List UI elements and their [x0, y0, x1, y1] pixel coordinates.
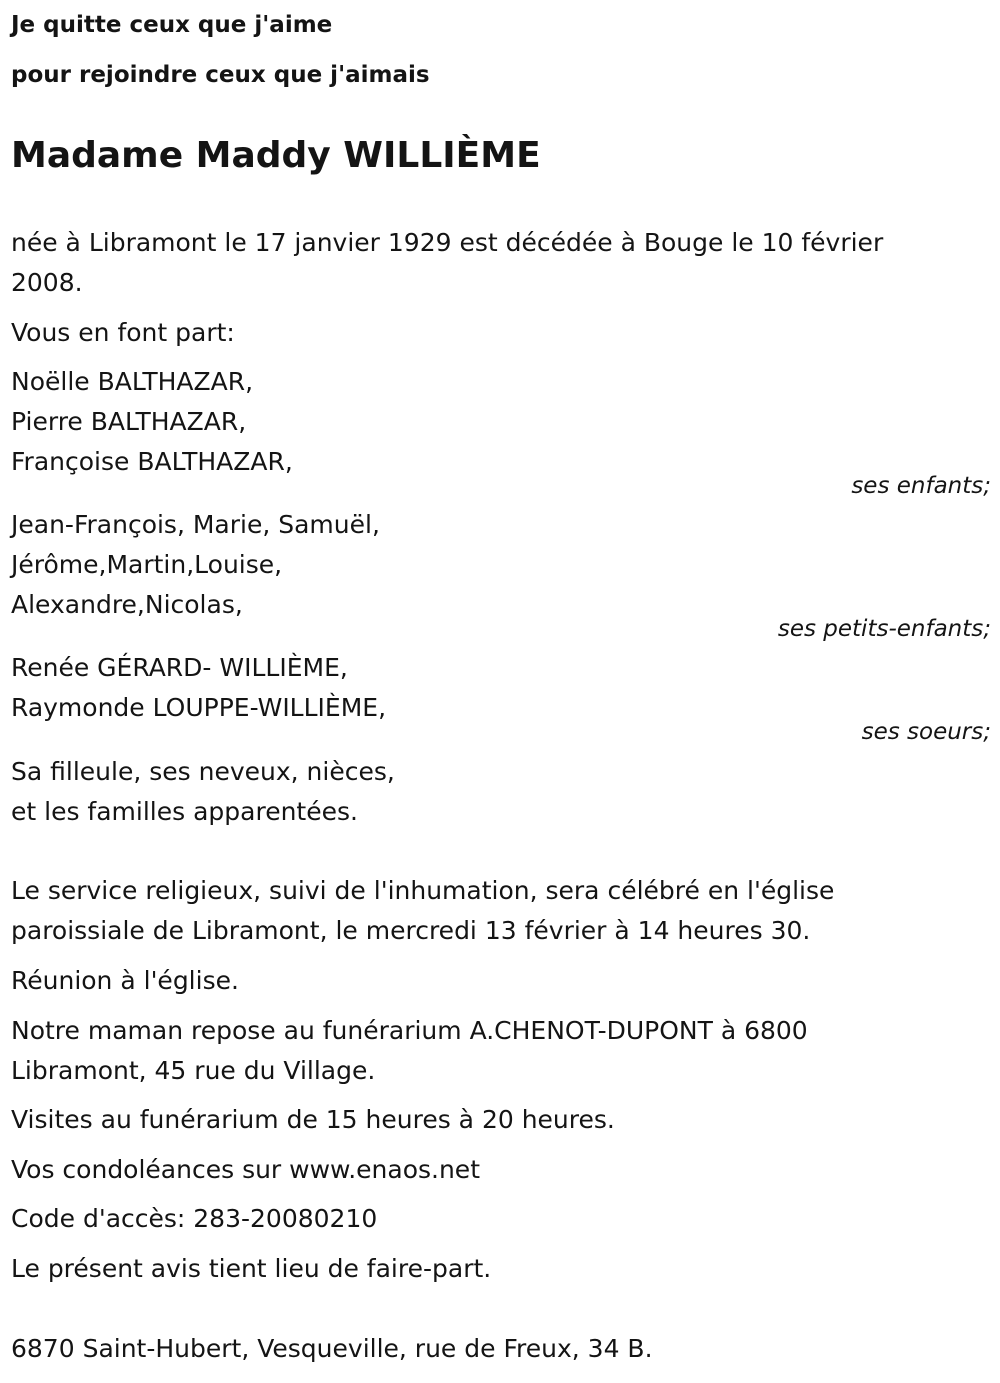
notice-text: Le présent avis tient lieu de faire-part.: [11, 1254, 492, 1283]
announce-text: Vous en font part:: [11, 318, 235, 347]
condolences-text: Vos condoléances sur www.enaos.net: [11, 1155, 480, 1184]
sister-name: Renée GÉRARD- WILLIÈME,: [11, 653, 348, 682]
epigraph-line-2: pour rejoindre ceux que j'aimais: [11, 62, 430, 88]
child-name: Pierre BALTHAZAR,: [11, 407, 247, 436]
deceased-name: Madame Maddy WILLIÈME: [11, 135, 541, 176]
funeral-home-line-1: Notre maman repose au funérarium A.CHENOT-DUPONT à 6800: [11, 1016, 808, 1045]
family-line-1: Sa filleule, ses neveux, nièces,: [11, 757, 395, 786]
children-role: ses enfants;: [851, 473, 991, 499]
birth-death-line-1: née à Libramont le 17 janvier 1929 est décédée à Bouge le 10 février: [11, 228, 884, 257]
birth-death-line-2: 2008.: [11, 268, 83, 297]
grandchildren-role: ses petits-enfants;: [777, 616, 991, 642]
funeral-home-line-2: Libramont, 45 rue du Village.: [11, 1056, 376, 1085]
service-line-1: Le service religieux, suivi de l'inhumation, sera célébré en l'église: [11, 876, 835, 905]
child-name: Françoise BALTHAZAR,: [11, 447, 293, 476]
access-code-text: Code d'accès: 283-20080210: [11, 1204, 378, 1233]
visits-text: Visites au funérarium de 15 heures à 20 heures.: [11, 1105, 615, 1134]
reunion-text: Réunion à l'église.: [11, 966, 239, 995]
sister-name: Raymonde LOUPPE-WILLIÈME,: [11, 693, 387, 722]
address-text: 6870 Saint-Hubert, Vesqueville, rue de Freux, 34 B.: [11, 1334, 653, 1363]
family-line-2: et les familles apparentées.: [11, 797, 358, 826]
grandchild-names: Jérôme,Martin,Louise,: [11, 550, 283, 579]
grandchild-names: Alexandre,Nicolas,: [11, 590, 243, 619]
grandchild-names: Jean-François, Marie, Samuël,: [11, 510, 380, 539]
service-line-2: paroissiale de Libramont, le mercredi 13 février à 14 heures 30.: [11, 916, 811, 945]
child-name: Noëlle BALTHAZAR,: [11, 367, 254, 396]
sisters-role: ses soeurs;: [861, 719, 991, 745]
epigraph-line-1: Je quitte ceux que j'aime: [11, 12, 333, 38]
